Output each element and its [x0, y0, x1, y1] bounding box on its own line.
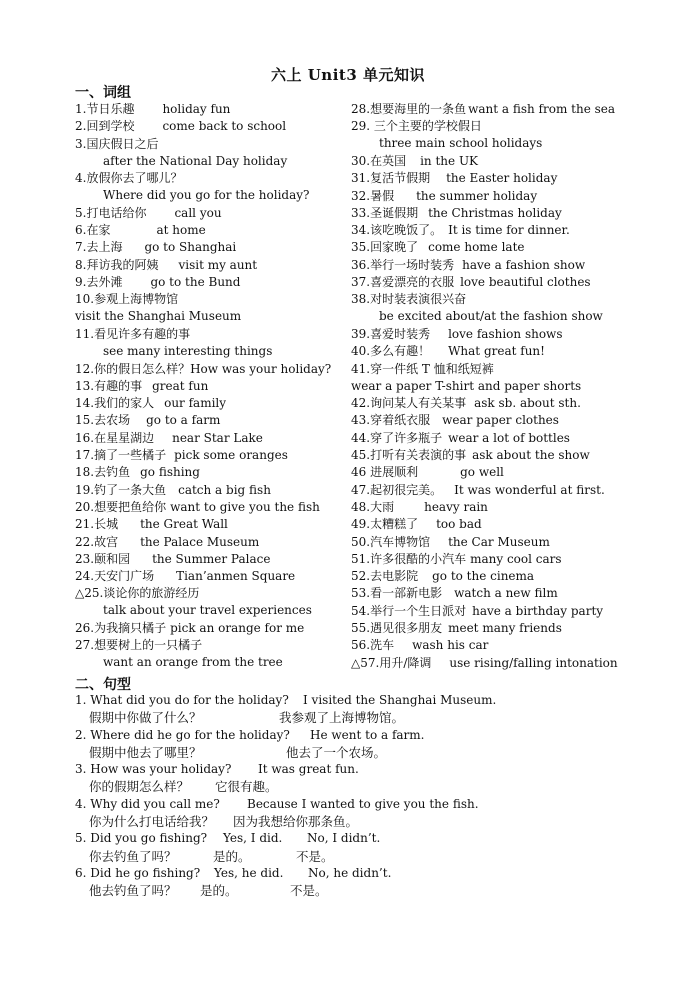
vocab-english: come back to school	[162, 119, 287, 134]
vocab-english: go fishing	[140, 465, 200, 480]
vocab-chinese: 54.举行一个生日派对	[351, 603, 467, 618]
vocab-item	[75, 170, 309, 204]
vocab-english: visit the Shanghai Museum	[75, 309, 242, 324]
vocab-item	[75, 395, 226, 412]
vocab-item	[351, 101, 615, 118]
vocab-chinese: 32.暑假	[351, 188, 395, 203]
vocab-chinese: 24.天安门广场	[75, 569, 155, 584]
vocab-english: have a fashion show	[462, 257, 586, 272]
vocab-english: want a fish from the sea	[468, 102, 616, 116]
vocab-english: call you	[174, 205, 222, 220]
vocab-chinese: 42.询问某人有关某事	[351, 396, 467, 411]
vocab-english: the Christmas holiday	[428, 205, 562, 220]
vocab-english: go to a farm	[146, 413, 221, 428]
vocab-item	[351, 464, 504, 481]
vocab-chinese: 29. 三个主要的学校假日	[351, 119, 482, 134]
pattern-english: No, he didn’t.	[308, 865, 392, 880]
vocab-chinese: 37.喜爱漂亮的衣服	[351, 275, 455, 289]
pattern-chinese: 不是。	[290, 883, 328, 899]
pattern-chinese: 他去钓鱼了吗？	[89, 883, 177, 899]
vocab-english: the summer holiday	[416, 188, 538, 203]
pattern-english: No, I didn’t.	[307, 831, 381, 846]
vocab-item	[351, 482, 605, 499]
pattern-english: 1. What did you do for the holiday?	[75, 693, 289, 707]
vocab-item	[75, 499, 320, 516]
vocab-english: the Summer Palace	[152, 551, 271, 566]
pattern-chinese-line	[75, 778, 635, 795]
vocab-item	[351, 447, 590, 464]
pattern-chinese: 是的。	[200, 883, 238, 899]
vocab-chinese: 17.摘了一些橘子	[75, 448, 167, 462]
vocab-english: go to the cinema	[432, 569, 535, 584]
vocab-chinese: 31.复活节假期	[351, 171, 431, 186]
vocab-english: heavy rain	[424, 499, 488, 514]
vocab-item	[75, 585, 312, 619]
vocab-chinese: 33.圣诞假期	[351, 205, 419, 220]
vocab-chinese: 5.打电话给你	[75, 205, 147, 220]
vocab-item	[75, 205, 222, 222]
vocab-english: too bad	[436, 517, 482, 532]
vocab-english: great fun	[152, 378, 209, 393]
pattern-english: 4. Why did you call me?	[75, 796, 220, 811]
pattern-chinese: 因为我想给你那条鱼。	[233, 814, 359, 830]
vocab-chinese: 47.起初很完美。	[351, 482, 443, 497]
vocab-item	[351, 516, 482, 533]
vocab-chinese: 13.有趣的事	[75, 378, 143, 393]
vocab-item	[75, 378, 208, 395]
vocab-english: It was wonderful at first.	[454, 482, 605, 497]
vocab-english: want an orange from the tree	[103, 655, 283, 670]
vocab-item	[351, 655, 618, 672]
vocab-english: want to give you the fish	[170, 499, 320, 514]
vocab-chinese: 16.在星星湖边	[75, 430, 155, 445]
pattern-english-line	[75, 865, 635, 882]
pattern-item	[75, 692, 635, 727]
vocab-item	[75, 637, 283, 671]
vocab-english: Where did you go for the holiday?	[103, 188, 310, 203]
pattern-chinese: 不是。	[296, 848, 334, 864]
vocab-english: our family	[164, 396, 227, 411]
vocab-chinese: 27.想要树上的一只橘子	[75, 638, 203, 653]
vocab-english: come home late	[428, 240, 525, 255]
vocab-english: It is time for dinner.	[448, 223, 570, 238]
vocab-english: catch a big fish	[178, 482, 271, 497]
vocab-chinese: 8.拜访我的阿姨	[75, 257, 159, 272]
vocab-item	[75, 464, 200, 481]
vocab-english: How was your holiday?	[190, 361, 332, 376]
section-title-patterns: 二、句型	[75, 677, 131, 693]
vocab-chinese: 53.看一部新电影	[351, 586, 443, 601]
vocab-chinese: 1.节日乐趣	[75, 102, 135, 116]
vocab-chinese: 56.洗车	[351, 638, 395, 653]
vocab-chinese: 2.回到学校	[75, 119, 135, 134]
pattern-english: 5. Did you go fishing?	[75, 831, 208, 846]
pattern-english: He went to a farm.	[310, 727, 425, 742]
pattern-item	[75, 865, 635, 900]
vocab-english: the Palace Museum	[140, 534, 260, 549]
vocab-english: talk about your travel experiences	[103, 603, 312, 618]
pattern-english: I visited the Shanghai Museum.	[303, 693, 497, 707]
vocab-chinese: 12.你的假日怎么样？	[75, 361, 191, 376]
vocab-chinese: 21.长城	[75, 517, 119, 532]
vocab-item	[75, 412, 220, 429]
vocab-chinese: 15.去农场	[75, 413, 131, 428]
pattern-english-line	[75, 692, 635, 709]
pattern-list	[75, 692, 635, 900]
vocab-item	[351, 274, 591, 291]
vocab-english: ask about the show	[472, 448, 590, 462]
pattern-item	[75, 796, 635, 831]
vocab-english: Tian’anmen Square	[176, 569, 296, 584]
vocab-english: see many interesting things	[103, 343, 273, 358]
vocab-english: visit my aunt	[178, 257, 258, 272]
page-title: 六上 Unit3 单元知识	[271, 66, 425, 84]
pattern-chinese: 你的假期怎么样？	[89, 779, 190, 795]
vocab-english: near Star Lake	[172, 430, 263, 445]
vocab-chinese: 20.想要把鱼给你	[75, 499, 167, 514]
vocab-english: the Great Wall	[140, 517, 228, 532]
vocab-english: have a birthday party	[472, 603, 604, 618]
vocab-chinese: 55.遇见很多朋友	[351, 621, 443, 635]
vocab-item	[75, 430, 263, 447]
vocab-chinese: 30.在英国	[351, 153, 407, 168]
vocab-item	[351, 118, 542, 152]
vocab-item	[75, 222, 206, 239]
vocab-item	[351, 499, 488, 516]
vocab-chinese: 3.国庆假日之后	[75, 136, 159, 151]
vocab-item	[75, 447, 288, 464]
pattern-item	[75, 830, 635, 865]
vocab-english: love beautiful clothes	[460, 275, 591, 289]
vocab-chinese: 41.穿一件纸 T 恤和纸短裤	[351, 361, 494, 376]
pattern-chinese: 是的。	[213, 848, 251, 864]
pattern-chinese: 你去钓鱼了吗？	[89, 848, 177, 864]
vocab-item	[351, 430, 570, 447]
vocab-item	[75, 257, 257, 274]
vocab-chinese: 19.钓了一条大鱼	[75, 482, 167, 497]
vocab-item	[75, 482, 271, 499]
vocab-item	[351, 395, 581, 412]
pattern-english: Yes, I did.	[223, 831, 283, 846]
vocab-chinese: 38.对时装表演很兴奋	[351, 292, 467, 307]
vocab-english: wear a lot of bottles	[448, 430, 570, 445]
vocab-english: the Car Museum	[448, 534, 550, 549]
vocab-item	[351, 551, 562, 568]
vocab-chinese: 26.为我摘只橘子	[75, 621, 167, 635]
vocab-chinese: 4.放假你去了哪儿？	[75, 171, 183, 186]
vocab-english: after the National Day holiday	[103, 153, 288, 168]
vocab-item	[351, 343, 545, 360]
vocab-item	[351, 603, 603, 620]
vocab-english: watch a new film	[454, 586, 558, 601]
vocab-chinese: 28.想要海里的一条鱼	[351, 102, 467, 116]
pattern-english: It was great fun.	[258, 762, 359, 777]
vocab-english: use rising/falling intonation	[449, 655, 618, 670]
vocab-english: go well	[460, 465, 504, 480]
vocab-chinese: △25.谈论你的旅游经历	[75, 586, 200, 601]
vocab-english: love fashion shows	[448, 326, 563, 341]
vocab-chinese: 6.在家	[75, 223, 111, 238]
pattern-chinese-line	[75, 882, 635, 899]
pattern-chinese: 假期中他去了哪里？	[89, 744, 202, 760]
vocab-item	[75, 274, 240, 291]
vocab-english: wash his car	[412, 638, 489, 653]
pattern-chinese: 你为什么打电话给我？	[89, 814, 215, 830]
pattern-chinese-line	[75, 709, 635, 726]
vocab-english: go to the Bund	[150, 275, 241, 289]
vocab-chinese: △57.用升/降调	[351, 655, 432, 670]
vocab-item	[75, 551, 270, 568]
vocab-chinese: 7.去上海	[75, 240, 123, 255]
vocab-english: ask sb. about sth.	[474, 396, 581, 411]
vocab-item	[351, 257, 585, 274]
vocab-chinese: 49.太糟糕了	[351, 517, 419, 532]
vocab-chinese: 11.看见许多有趣的事	[75, 326, 191, 341]
vocab-chinese: 18.去钓鱼	[75, 465, 131, 480]
vocab-item	[75, 568, 295, 585]
vocab-chinese: 43.穿着纸衣服	[351, 413, 431, 428]
vocab-item	[75, 101, 230, 118]
vocab-chinese: 22.故宫	[75, 534, 119, 549]
vocab-english: three main school holidays	[379, 136, 543, 151]
vocab-item	[351, 326, 562, 343]
vocab-item	[75, 136, 287, 170]
vocab-chinese: 23.颐和园	[75, 551, 131, 566]
vocab-english: pick some oranges	[174, 448, 288, 462]
vocab-item	[75, 361, 331, 378]
vocab-item	[351, 222, 570, 239]
vocab-chinese: 34.该吃晚饭了。	[351, 223, 443, 238]
vocab-chinese: 52.去电影院	[351, 569, 419, 584]
pattern-english-line	[75, 761, 635, 778]
pattern-english-line	[75, 830, 635, 847]
vocab-item	[351, 205, 562, 222]
pattern-chinese: 他去了一个农场。	[286, 744, 387, 760]
vocab-chinese: 36.举行一场时装秀	[351, 257, 455, 272]
vocab-chinese: 44.穿了许多瓶子	[351, 430, 443, 445]
pattern-chinese-line	[75, 744, 635, 761]
vocab-chinese: 9.去外滩	[75, 275, 123, 289]
vocab-english: be excited about/at the fashion show	[379, 309, 603, 324]
pattern-item	[75, 761, 635, 796]
pattern-english: 6. Did he go fishing?	[75, 865, 201, 880]
vocab-english: many cool cars	[470, 551, 562, 566]
vocab-item	[75, 620, 304, 637]
vocab-english: the Easter holiday	[446, 171, 558, 186]
vocab-item	[75, 326, 272, 360]
pattern-english: Because I wanted to give you the fish.	[247, 796, 479, 811]
vocab-chinese: 50.汽车博物馆	[351, 534, 431, 549]
vocab-item	[75, 516, 228, 533]
pattern-chinese: 它很有趣。	[215, 779, 278, 795]
pattern-english-line	[75, 727, 635, 744]
vocab-english: pick an orange for me	[170, 621, 305, 635]
vocab-item	[351, 170, 557, 187]
vocab-item	[351, 188, 537, 205]
vocab-chinese: 46 进展顺利	[351, 465, 419, 480]
vocab-item	[75, 291, 241, 325]
vocab-chinese: 51.许多很酷的小汽车	[351, 551, 467, 566]
pattern-english-line	[75, 796, 635, 813]
vocab-item	[351, 412, 559, 429]
vocab-english: What great fun!	[448, 344, 545, 359]
vocab-english: wear paper clothes	[442, 413, 559, 428]
vocab-english: meet many friends	[448, 621, 562, 635]
vocab-chinese: 35.回家晚了	[351, 240, 419, 255]
section-title-vocab: 一、词组	[75, 85, 131, 101]
pattern-english: Yes, he did.	[214, 865, 284, 880]
pattern-chinese-line	[75, 848, 635, 865]
vocab-english: in the UK	[420, 153, 479, 168]
vocab-item	[351, 361, 581, 395]
pattern-chinese: 我参观了上海博物馆。	[279, 710, 405, 726]
pattern-chinese: 假期中你做了什么？	[89, 710, 202, 726]
vocab-item	[351, 291, 603, 325]
vocab-item	[351, 153, 478, 170]
pattern-chinese-line	[75, 813, 635, 830]
vocab-chinese: 45.打听有关表演的事	[351, 448, 467, 462]
vocab-chinese: 40.多么有趣！	[351, 344, 431, 359]
vocab-chinese: 48.大雨	[351, 499, 395, 514]
vocab-chinese: 39.喜爱时装秀	[351, 326, 431, 341]
pattern-english: 2. Where did he go for the holiday?	[75, 727, 290, 742]
vocab-chinese: 14.我们的家人	[75, 396, 155, 411]
vocab-english: wear a paper T-shirt and paper shorts	[351, 378, 582, 393]
vocab-chinese: 10.参观上海博物馆	[75, 292, 179, 307]
pattern-english: 3. How was your holiday?	[75, 762, 232, 777]
vocab-item	[75, 239, 236, 256]
vocab-item	[351, 620, 562, 637]
vocab-english: holiday fun	[162, 102, 231, 116]
pattern-item	[75, 727, 635, 762]
vocab-item	[351, 585, 558, 602]
vocab-item	[351, 534, 550, 551]
vocab-item	[75, 118, 286, 135]
vocab-english: go to Shanghai	[144, 240, 237, 255]
vocab-item	[351, 239, 525, 256]
vocab-item	[351, 568, 534, 585]
vocab-item	[351, 637, 488, 654]
vocab-item	[75, 534, 259, 551]
vocab-english: at home	[156, 223, 206, 238]
